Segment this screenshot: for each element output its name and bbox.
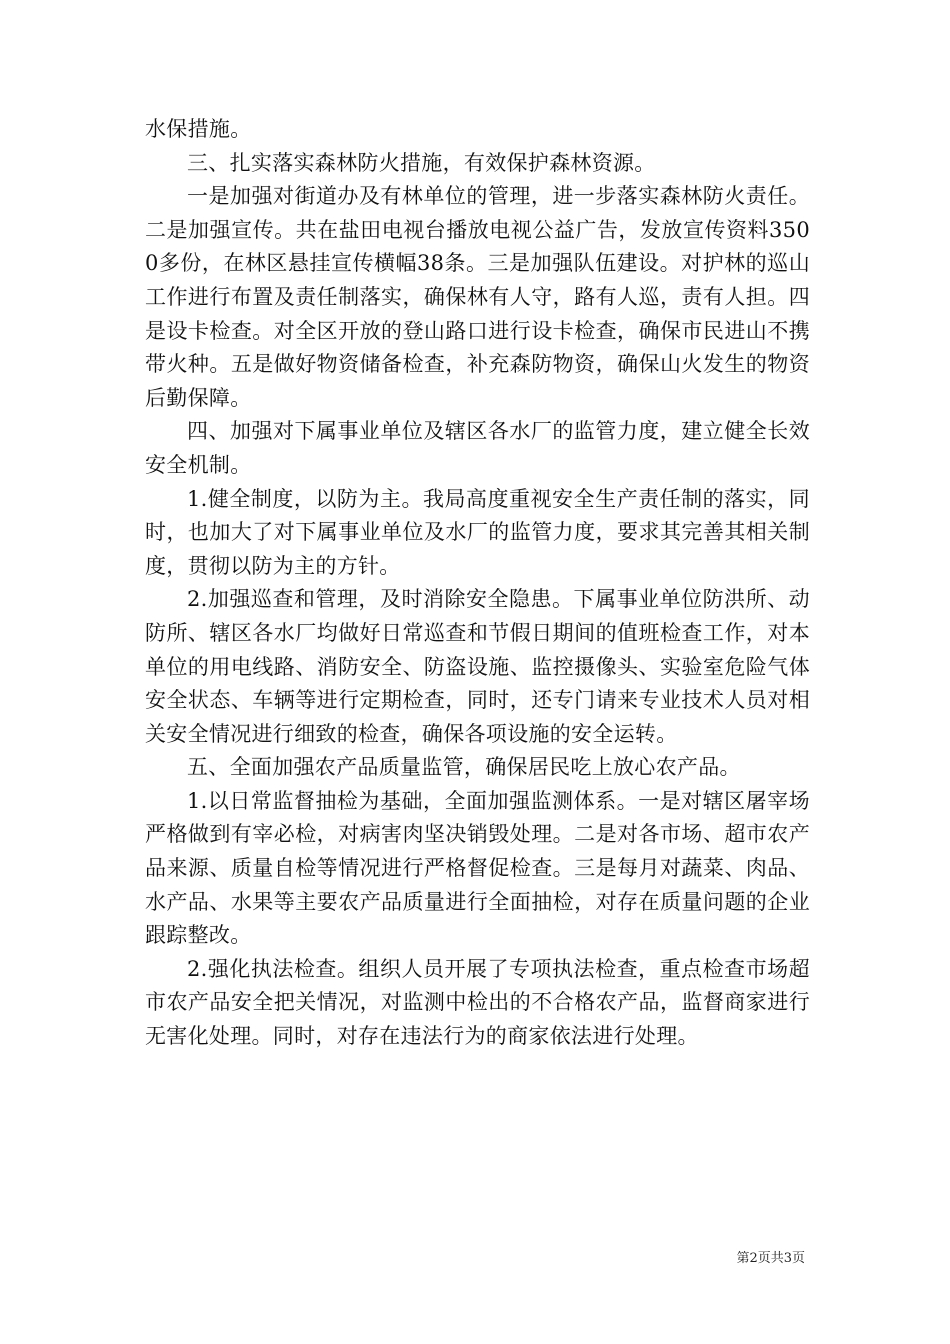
section-heading-5: 五、全面加强农产品质量监管，确保居民吃上放心农产品。 — [187, 755, 741, 780]
page-number-footer: 第2页共3页 — [736, 1251, 805, 1266]
paragraph-item-4-2: 2.加强巡查和管理，及时消除安全隐患。下属事业单位防洪所、动防所、辖区各水厂均做好日常巡查和节假日期间的值班检查工作，对本单位的用电线路、消防安全、防盗设施、监控摄像头、实验室危险气体安全状态、车辆等进行定期检查，同时，还专门请来专业技术人员对相关安全情况进行细致的检查，确保各项设施的安全运转。 — [145, 587, 810, 746]
document-body — [145, 113, 810, 1054]
paragraph-item-5-1: 1.以日常监督抽检为基础，全面加强监测体系。一是对辖区屠宰场严格做到有宰必检，对病害肉坚决销毁处理。二是对各市场、超市农产品来源、质量自检等情况进行严格督促检查。三是每月对蔬菜、肉品、水产品、水果等主要农产品质量进行全面抽检，对存在质量问题的企业跟踪整改。 — [145, 788, 810, 948]
section-heading-3: 三、扎实落实森林防火措施，有效保护森林资源。 — [187, 150, 656, 175]
paragraph-forest-fire: 一是加强对街道办及有林单位的管理，进一步落实森林防火责任。二是加强宣传。共在盐田电视台播放电视公益广告，发放宣传资料3500多份，在林区悬挂宣传横幅38条。三是加强队伍建设。对护林的巡山工作进行布置及责任制落实，确保林有人守，路有人巡，责有人担。四是设卡检查。对全区开放的登山路口进行设卡检查，确保市民进山不携带火种。五是做好物资储备检查，补充森防物资，确保山火发生的物资后勤保障。 — [145, 184, 810, 410]
paragraph-1: 水保措施。 — [145, 117, 252, 141]
paragraph-item-4-1: 1.健全制度，以防为主。我局高度重视安全生产责任制的落实，同时，也加大了对下属事业单位及水厂的监管力度，要求其完善其相关制度，贯彻以防为主的方针。 — [145, 486, 810, 578]
section-heading-4: 四、加强对下属事业单位及辖区各水厂的监管力度，建立健全长效安全机制。 — [145, 419, 810, 477]
paragraph-item-5-2: 2.强化执法检查。组织人员开展了专项执法检查，重点检查市场超市农产品安全把关情况，对监测中检出的不合格农产品，监督商家进行无害化处理。同时，对存在违法行为的商家依法进行处理。 — [145, 956, 810, 1049]
